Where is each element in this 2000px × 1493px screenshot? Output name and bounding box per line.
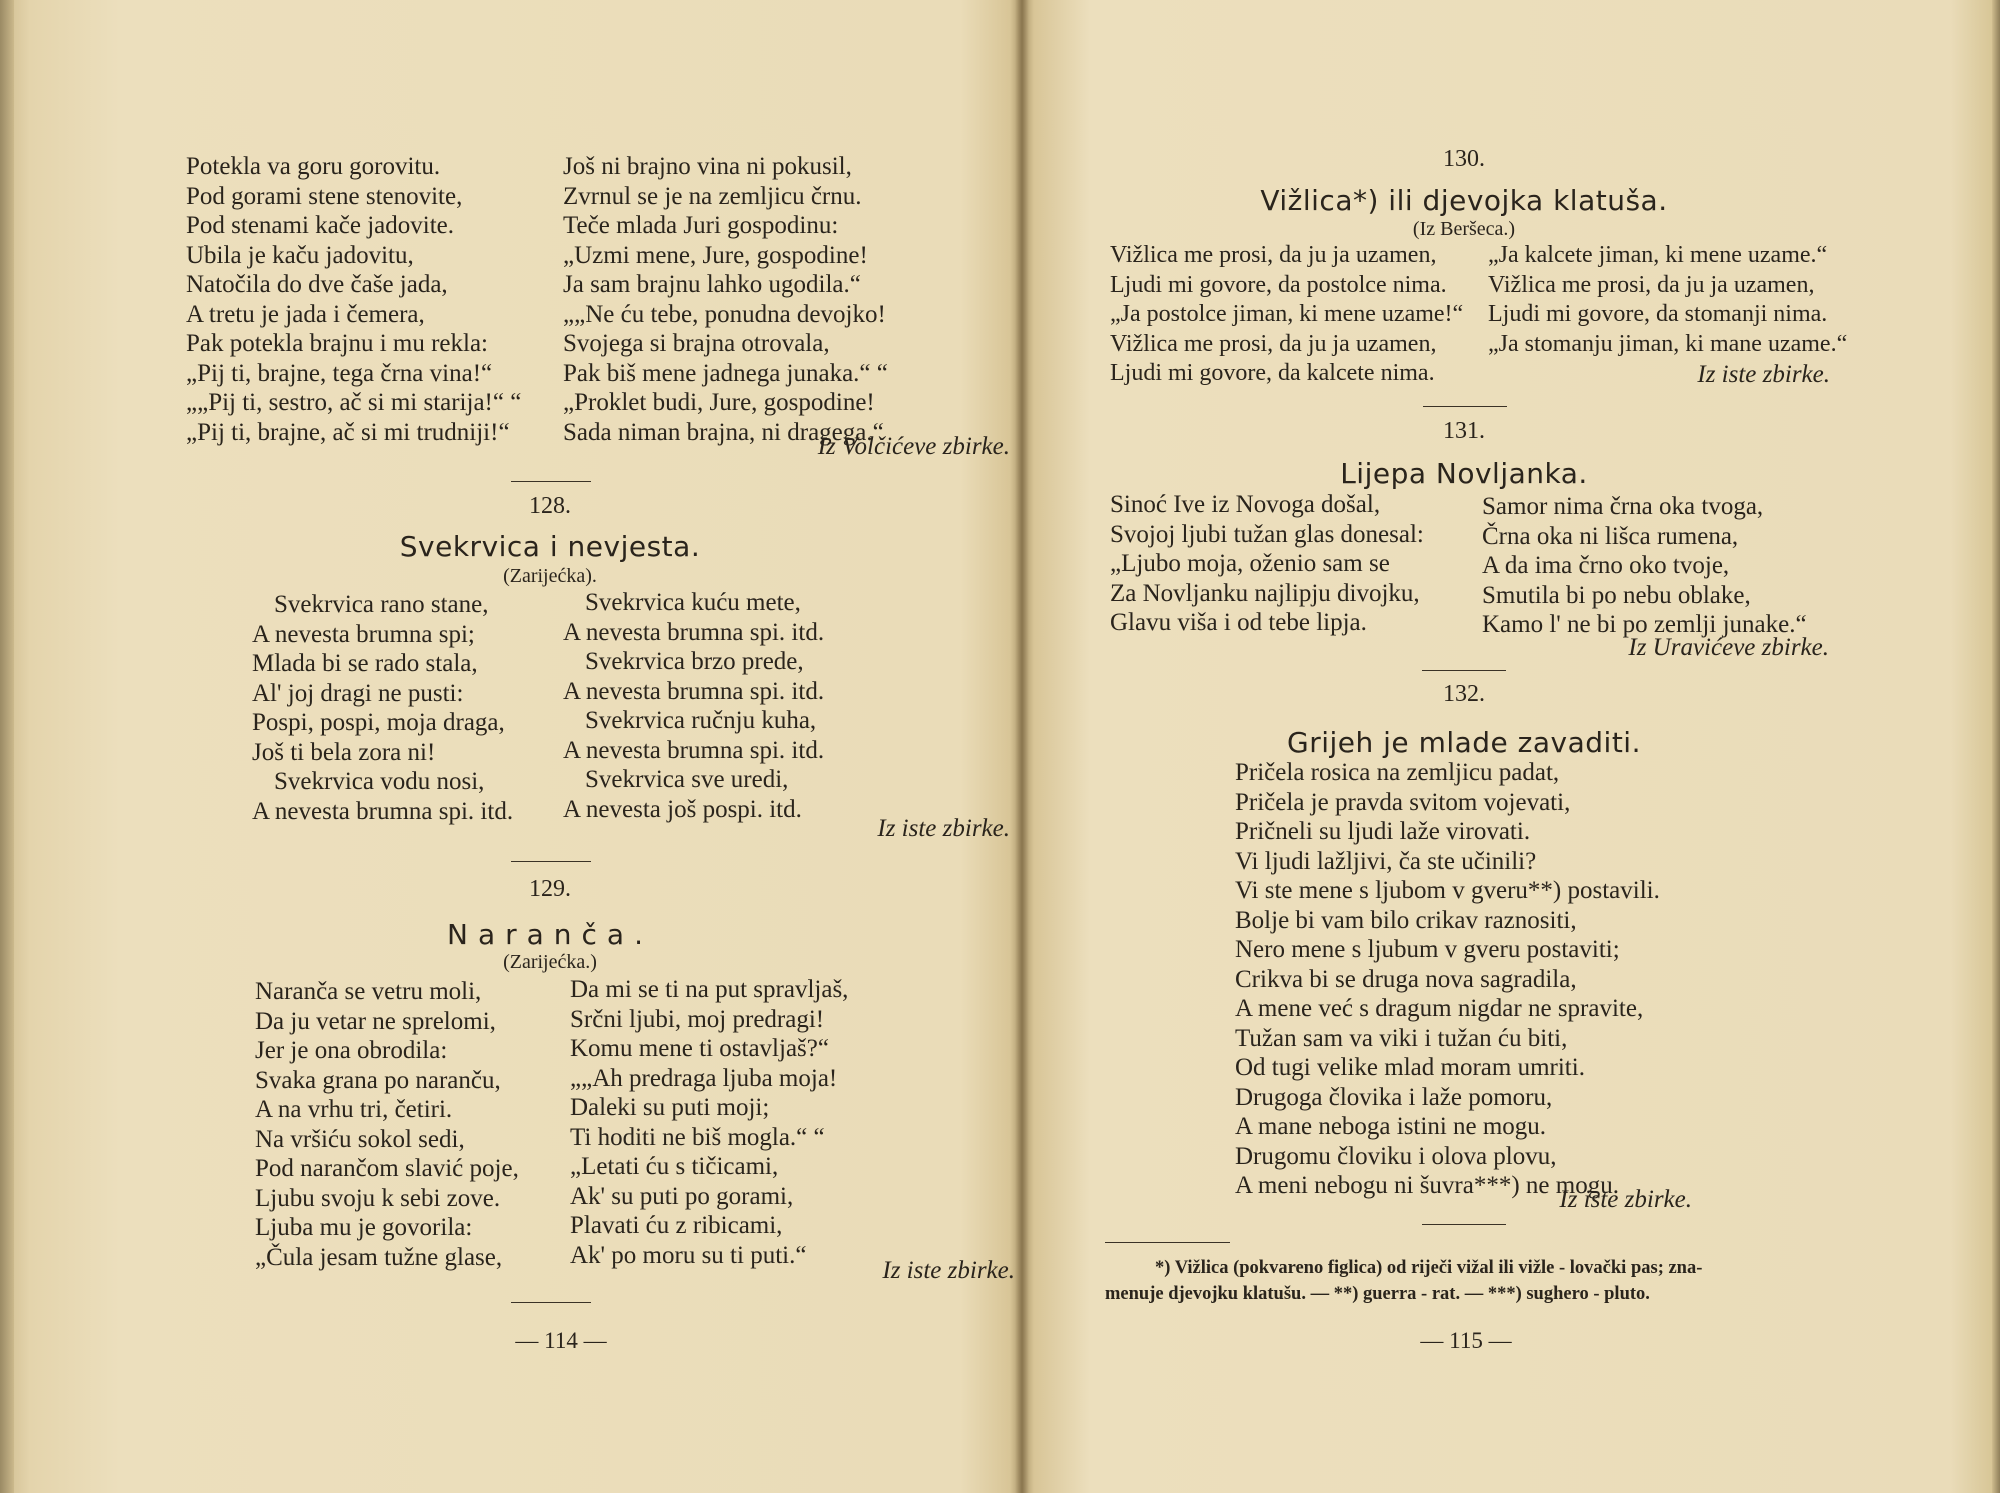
poem-line: Mlada bi se rado stala, (252, 650, 478, 677)
poem-128-subtitle: (Zarijećka). (503, 565, 597, 587)
separator-rule (511, 1302, 591, 1303)
poem-129-source: Iz iste zbirke. (882, 1257, 1015, 1284)
poem-131-number: 131. (1443, 418, 1485, 444)
poem-line: Na vršiću sokol sedi, (255, 1125, 465, 1153)
poem-line: Samor nima črna oka tvoga, (1482, 493, 1764, 520)
poem-line: Vižlica me prosi, da ju ja uzamen, (1110, 242, 1437, 268)
poem-line: A nevesta brumna spi. itd. (563, 736, 825, 764)
poem-line: Teče mlada Juri gospodinu: (563, 212, 839, 239)
poem-line: Pričela je pravda svitom vojevati, (1235, 788, 1571, 816)
poem-132-source: Iz iste zbirke. (1559, 1186, 1692, 1213)
poem-line: A da ima črno oko tvoje, (1482, 552, 1730, 579)
separator-rule (1422, 670, 1506, 671)
poem-129-number: 129. (529, 876, 571, 902)
poem-line: Pod gorami stene stenovite, (186, 182, 463, 210)
book-spine (1015, 0, 1029, 1493)
page-number: — 114 — (515, 1328, 607, 1353)
poem-line: Naranča se vetru moli, (255, 978, 482, 1005)
poem-line: Tužan sam va viki i tužan ću biti, (1235, 1024, 1568, 1052)
poem-line: Svaka grana po naranču, (255, 1066, 501, 1094)
poem-line: Glavu viša i od tebe lipja. (1110, 609, 1367, 636)
poem-line: Pospi, pospi, moja draga, (252, 709, 505, 736)
poem-line: „Ljubo moja, oženio sam se (1110, 550, 1390, 577)
poem-line: Ljubu svoju k sebi zove. (255, 1184, 501, 1212)
footnote (1105, 1255, 1845, 1307)
poem-line: „„Pij ti, sestro, ač si mi starija!“ “ (186, 389, 522, 416)
left-page (160, 0, 1015, 1493)
poem-line: Za Novljanku najlipju divojku, (1110, 579, 1420, 607)
poem-129-col1 (255, 977, 519, 1272)
poem-128-col1 (252, 590, 513, 826)
poem-line: Vižlica me prosi, da ju ja uzamen, (1110, 330, 1437, 357)
poem-line: A nevesta brumna spi. itd. (252, 797, 514, 825)
poem-line: „Ja stomanju jiman, ki mane uzame.“ (1488, 330, 1848, 357)
poem-line: Pričneli su ljudi laže virovati. (1235, 818, 1531, 845)
poem-line: Ti hoditi ne biš mogla.“ “ (570, 1123, 825, 1151)
poem-128-title: Svekrvica i nevjesta. (399, 530, 701, 563)
poem-line: Ubila je kaču jadovitu, (186, 241, 414, 269)
poem-130-number: 130. (1443, 146, 1485, 172)
poem-129-title: Naranča. (447, 918, 653, 951)
poem-line: Da mi se ti na put spravljaš, (570, 976, 849, 1003)
poem-line: Crikva bi se druga nova sagradila, (1235, 965, 1577, 993)
poem-line: A tretu je jada i čemera, (186, 300, 425, 328)
poem-line: Vi ljudi lažljivi, ča ste učinili? (1235, 847, 1537, 875)
footnote-line-2: menuje djevojku klatušu. — **) guerra - rat. — ***) sughero - pluto. (1105, 1284, 1650, 1304)
page-number: — 115 — (1420, 1328, 1512, 1353)
poem-line: „Letati ću s tičicami, (570, 1153, 779, 1180)
separator-rule (511, 481, 591, 482)
poem-130-source: Iz iste zbirke. (1697, 361, 1830, 388)
poem-line: A nevesta brumna spi. itd. (563, 618, 825, 646)
poem-line: Pak potekla brajnu i mu rekla: (186, 330, 489, 357)
poem-line: „Ja postolce jiman, ki mene uzame!“ (1110, 301, 1464, 327)
poem-128-source: Iz iste zbirke. (877, 815, 1010, 842)
poem-line: Od tugi velike mlad moram umriti. (1235, 1054, 1585, 1081)
poem-line: Ljudi mi govore, da kalcete nima. (1110, 360, 1435, 386)
poem-132-title: Grijeh je mlade zavaditi. (1287, 726, 1641, 759)
poem-top-source: Iz Volčićeve zbirke. (817, 433, 1010, 460)
left-page-edge (0, 0, 14, 1493)
poem-131-col1 (1110, 490, 1424, 638)
poem-131-title: Lijepa Novljanka. (1340, 457, 1588, 490)
poem-131-source: Iz Uravićeve zbirke. (1628, 634, 1829, 661)
separator-rule (1422, 1224, 1506, 1225)
poem-line: Srčni ljubi, moj predragi! (570, 1005, 825, 1033)
poem-130-title: Vižlica*) ili djevojka klatuša. (1260, 184, 1668, 217)
poem-line: Ljudi mi govore, da postolce nima. (1110, 271, 1447, 298)
footnote-rule (1105, 1242, 1230, 1243)
poem-line: Ak' po moru su ti puti.“ (570, 1241, 807, 1269)
poem-line: Drugomu človiku i olova plovu, (1235, 1142, 1557, 1170)
poem-line: Još ni brajno vina ni pokusil, (563, 153, 852, 180)
poem-line: „„Ah predraga ljuba moja! (570, 1064, 838, 1092)
poem-line: Natočila do dve čaše jada, (186, 271, 448, 298)
poem-line: Sinoć Ive iz Novoga došal, (1110, 491, 1381, 518)
poem-line: Ljudi mi govore, da stomanji nima. (1488, 301, 1828, 327)
poem-line: Nero mene s ljubum v gveru postaviti; (1235, 936, 1620, 963)
poem-line: Pod narančom slavić poje, (255, 1155, 519, 1182)
poem-128-col2 (563, 588, 824, 824)
poem-line: Svekrvica sve uredi, (585, 766, 789, 793)
poem-line: A mane neboga istini ne mogu. (1235, 1113, 1547, 1140)
poem-line: Jer je ona obrodila: (255, 1037, 448, 1064)
poem-line: Vi ste mene s ljubom v gveru**) postavili. (1235, 877, 1660, 904)
poem-line: Sada niman brajna, ni dragega.“ (563, 418, 884, 446)
poem-line: Daleki su puti moji; (570, 1094, 770, 1121)
poem-line: Ljuba mu je govorila: (255, 1214, 473, 1241)
poem-line: Ja sam brajnu lahko ugodila.“ (563, 271, 861, 298)
poem-line: „Čula jesam tužne glase, (255, 1243, 503, 1271)
poem-line: „Uzmi mene, Jure, gospodine! (563, 241, 868, 269)
poem-line: A nevesta brumna spi; (252, 620, 475, 648)
poem-line: Kamo l' ne bi po zemlji junake.“ (1482, 611, 1807, 638)
poem-line: Svekrvica brzo prede, (585, 648, 804, 675)
poem-line: A nevesta brumna spi. itd. (563, 677, 825, 705)
poem-line: Svekrvica vodu nosi, (274, 768, 485, 795)
poem-line: Vižlica me prosi, da ju ja uzamen, (1488, 271, 1815, 298)
poem-line: Ak' su puti po gorami, (570, 1182, 794, 1210)
poem-129-subtitle: (Zarijećka.) (503, 951, 597, 973)
poem-131-col2 (1482, 492, 1807, 640)
poem-line: Potekla va goru gorovitu. (186, 153, 441, 180)
poem-line: Svekrvica kuću mete, (585, 589, 801, 616)
poem-top-col2 (563, 152, 888, 447)
poem-132-number: 132. (1443, 681, 1485, 707)
poem-line: Svojoj ljubi tužan glas donesal: (1110, 520, 1424, 548)
poem-line: „Proklet budi, Jure, gospodine! (563, 389, 875, 416)
poem-line: Svojega si brajna otrovala, (563, 330, 830, 357)
poem-line: Plavati ću z ribicami, (570, 1212, 783, 1239)
poem-line: „Pij ti, brajne, tega črna vina!“ (186, 359, 493, 387)
poem-line: Još ti bela zora ni! (252, 738, 436, 766)
poem-line: Pak biš mene jadnega junaka.“ “ (563, 359, 888, 387)
poem-line: Svekrvica ručnju kuha, (585, 707, 817, 734)
poem-line: Pričela rosica na zemljicu padat, (1235, 759, 1560, 786)
poem-line: Bolje bi vam bilo crikav raznositi, (1235, 906, 1577, 934)
poem-line: „Pij ti, brajne, ač si mi trudniji!“ (186, 418, 510, 446)
right-page-edge (1992, 0, 2000, 1493)
poem-line: Svekrvica rano stane, (274, 591, 489, 618)
poem-line: Pod stenami kače jadovite. (186, 212, 454, 239)
poem-130-col2 (1488, 241, 1847, 359)
poem-line: Da ju vetar ne sprelomi, (255, 1007, 496, 1035)
poem-line: A meni nebogu ni šuvra***) ne mogu. (1235, 1172, 1619, 1199)
poem-line: A mene već s dragum nigdar ne spravite, (1235, 995, 1644, 1022)
poem-129-col2 (570, 975, 848, 1270)
poem-line: A nevesta još pospi. itd. (563, 795, 802, 823)
separator-rule (511, 861, 591, 862)
poem-line: Črna oka ni lišca rumena, (1482, 522, 1739, 550)
poem-128-number: 128. (529, 493, 571, 519)
poem-line: A na vrhu tri, četiri. (255, 1096, 453, 1123)
poem-line: Smutila bi po nebu oblake, (1482, 581, 1751, 609)
poem-line: Komu mene ti ostavljaš?“ (570, 1035, 829, 1062)
poem-line: Drugoga človika i laže pomoru, (1235, 1083, 1553, 1111)
footnote-line-1: *) Vižlica (pokvareno figlica) od riječi vižal ili vižle - lovački pas; zna- (1155, 1258, 1703, 1278)
poem-line: Zvrnul se je na zemljicu črnu. (563, 182, 862, 210)
right-page (1100, 0, 1860, 1493)
separator-rule (1423, 406, 1507, 407)
poem-line: „Ja kalcete jiman, ki mene uzame.“ (1488, 242, 1828, 268)
poem-line: „„Ne ću tebe, ponudna devojko! (563, 300, 886, 328)
poem-top-col1 (186, 152, 521, 447)
poem-130-subtitle: (Iz Beršeca.) (1412, 218, 1516, 240)
poem-132-lines (1235, 758, 1660, 1201)
poem-line: Al' joj dragi ne pusti: (252, 679, 464, 707)
